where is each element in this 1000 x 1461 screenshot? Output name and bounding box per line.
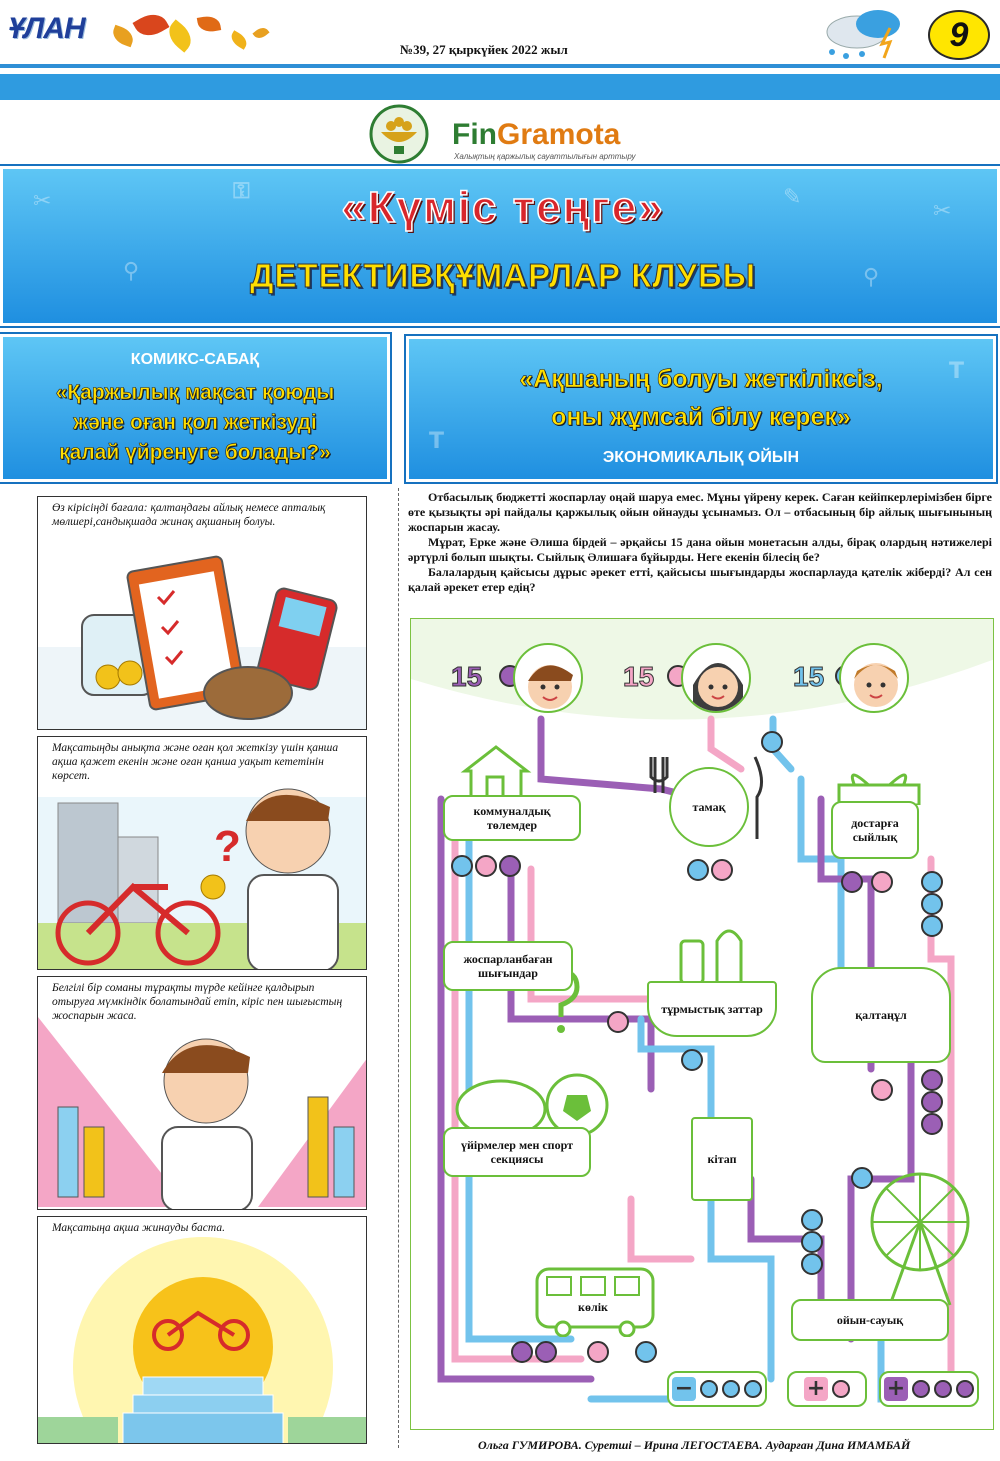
article-paragraph: Отбасылық бюджетті жоспарлау оңай шаруа емес. Мұны үйрену керек. Саған кейіпкерлерімізбен бірге өте қызықты әрі пайдалы қаржылық ойын ойнауды ұсынамыз. Ол – отбасының бір айлық шығынының жоспарын жасау. <box>408 490 992 534</box>
game-title-line: оны жұмсай білу керек» <box>551 403 851 431</box>
rain-cloud-icon <box>812 6 912 62</box>
comic-lesson-banner <box>0 334 390 482</box>
path-coin <box>801 1209 823 1231</box>
category-utilities: коммуналдық төлемдер <box>443 795 581 841</box>
legend-coin <box>744 1380 762 1398</box>
economic-game-label: ЭКОНОМИКАЛЫҚ ОЙЫН <box>602 449 800 466</box>
newspaper-logo: ҰЛАН <box>8 12 85 45</box>
header-divider <box>0 64 1000 68</box>
path-coin <box>607 1011 629 1033</box>
page-number: 9 <box>928 10 990 60</box>
path-coin <box>475 855 497 877</box>
path-coin <box>921 1113 943 1135</box>
player-1-coin-count: 15 <box>451 661 483 692</box>
comic-lesson-label: КОМИКС-САБАҚ <box>130 351 260 368</box>
comic-panel-4 <box>37 1216 367 1444</box>
category-entertainment: ойын-сауық <box>791 1299 949 1341</box>
house-icon <box>459 743 533 803</box>
sunrise-stairs-bicycle-illustration <box>38 1217 367 1444</box>
player-2-coin-count: 15 <box>623 661 655 692</box>
column-divider <box>398 488 399 1448</box>
comic-caption: Мақсатыңды анықта және оған қол жеткізу үшін қанша ақша қажет екенін және оған қанша уақыт кететінін көрсет. <box>52 742 339 782</box>
plus-icon: + <box>884 1377 908 1401</box>
category-book: кітап <box>691 1117 753 1201</box>
plus-icon: + <box>804 1377 828 1401</box>
player-1-avatar <box>513 643 583 713</box>
path-coin <box>535 1341 557 1363</box>
gift-bow-icon <box>819 755 939 805</box>
path-coin <box>511 1341 533 1363</box>
path-coin <box>871 1079 893 1101</box>
path-coin <box>841 871 863 893</box>
article-credits: Ольга ГУМИРОВА. Суретші – Ирина ЛЕГОСТАЕВА. Аударған Дина ИМАМБАЙ <box>478 1438 911 1452</box>
legend-box-3 <box>879 1371 979 1407</box>
path-coin <box>711 859 733 881</box>
legend-box-2 <box>787 1371 867 1407</box>
comic-panel-3 <box>37 976 367 1210</box>
comic-lesson-title-line: және оған қол жеткізуді <box>73 411 317 434</box>
legend-coin <box>934 1380 952 1398</box>
comic-lesson-title-line: қалай үйренуге болады?» <box>59 441 331 464</box>
banner-title: «Күміс теңге» <box>341 183 665 232</box>
path-coin <box>921 915 943 937</box>
path-coin <box>635 1341 657 1363</box>
category-clubs: үйірмелер мен спорт секциясы <box>443 1127 591 1177</box>
path-coin <box>801 1253 823 1275</box>
coin-legend <box>667 1371 987 1411</box>
banner-subtitle: ДЕТЕКТИВҚҰМАРЛАР КЛУБЫ <box>249 257 757 294</box>
path-coin <box>761 731 783 753</box>
fingramota-tagline: Халықтың қаржылық сауаттылығын арттыру <box>454 152 636 161</box>
header-blue-bar <box>0 74 1000 100</box>
legend-coin <box>956 1380 974 1398</box>
path-coin <box>687 859 709 881</box>
path-coin <box>871 871 893 893</box>
category-food: тамақ <box>669 767 749 847</box>
legend-coin <box>832 1380 850 1398</box>
main-banner: ✂ ⚲ ⚿ ✎ ⚲ ✂ «Күміс теңге» ДЕТЕКТИВҚҰМАРЛАР КЛУБЫ <box>0 166 1000 326</box>
game-title-line: «Ақшаның болуы жеткіліксіз, <box>519 365 883 393</box>
path-coin <box>921 1091 943 1113</box>
article-paragraph: Мұрат, Ерке және Әлиша бірдей – әрқайсы 15 дана ойын монетасын алды, бірақ олардың нәтижелері әртүрлі болып шықты. Сыйлық Әлишаға бұйырды. Неге екенін білесің бе? <box>408 535 992 564</box>
path-coin <box>921 871 943 893</box>
comic-panel-2 <box>37 736 367 970</box>
player-3-avatar <box>839 643 909 713</box>
article-paragraph: Балалардың қайсысы дұрыс әрекет етті, қайсысы шығындарды жоспарлауда қателік жіберді? Ал сен қалай әрекет етер едің? <box>408 565 992 594</box>
category-wallet: қалтаңұл <box>811 967 951 1063</box>
category-household: тұрмыстық заттар <box>647 981 777 1037</box>
path-coin <box>801 1231 823 1253</box>
comic-caption: Өз кірісіңді бағала: қалтаңдағы айлық немесе апталық мөлшері,сандықшада жинақ ақшаның болуы. <box>52 502 326 528</box>
comic-lesson-title-line: «Қаржылық мақсат қоюды <box>55 381 335 404</box>
player-2-avatar <box>681 643 751 713</box>
category-unplanned: жоспарланбаған шығындар <box>443 941 573 991</box>
ferris-wheel-icon <box>865 1167 975 1307</box>
comic-caption: Мақсатыңа ақша жинауды баста. <box>52 1222 225 1234</box>
fingramota-brand: FinGramota <box>452 118 621 151</box>
household-bottles-icon <box>673 917 753 987</box>
legend-coin <box>912 1380 930 1398</box>
path-coin <box>921 893 943 915</box>
economic-game-banner: T T «Ақшаның болуы жеткіліксіз, оны жұмсай білу керек» ЭКОНОМИКАЛЫҚ ОЙЫН <box>406 336 996 482</box>
path-coin <box>851 1167 873 1189</box>
fingramota-emblem-icon <box>356 102 442 166</box>
issue-date: №39, 27 қыркүйек 2022 жыл <box>400 42 568 57</box>
category-gift: достарға сыйлық <box>831 801 919 859</box>
svg-text:?: ? <box>214 822 241 871</box>
legend-box-1 <box>667 1371 767 1407</box>
path-coin <box>681 1049 703 1071</box>
path-coin <box>587 1341 609 1363</box>
legend-coin <box>722 1380 740 1398</box>
savings-jar-clipboard-illustration <box>38 497 367 730</box>
path-coin <box>451 855 473 877</box>
comic-panel-1 <box>37 496 367 730</box>
game-intro-article <box>408 490 992 595</box>
autumn-leaves-decoration <box>110 8 280 60</box>
category-transport: көлік <box>578 1300 608 1314</box>
minus-icon: − <box>672 1377 696 1401</box>
path-coin <box>499 855 521 877</box>
path-coin <box>921 1069 943 1091</box>
page-header <box>0 0 1000 100</box>
budget-game-board <box>410 618 994 1430</box>
comic-caption: Белгілі бір соманы тұрақты түрде кейінге қалдырып отыруға мүмкіндік болатындай етіп, кіріс пен шығыстың жоспарын жаса. <box>52 982 343 1022</box>
player-3-coin-count: 15 <box>793 661 825 692</box>
legend-coin <box>700 1380 718 1398</box>
